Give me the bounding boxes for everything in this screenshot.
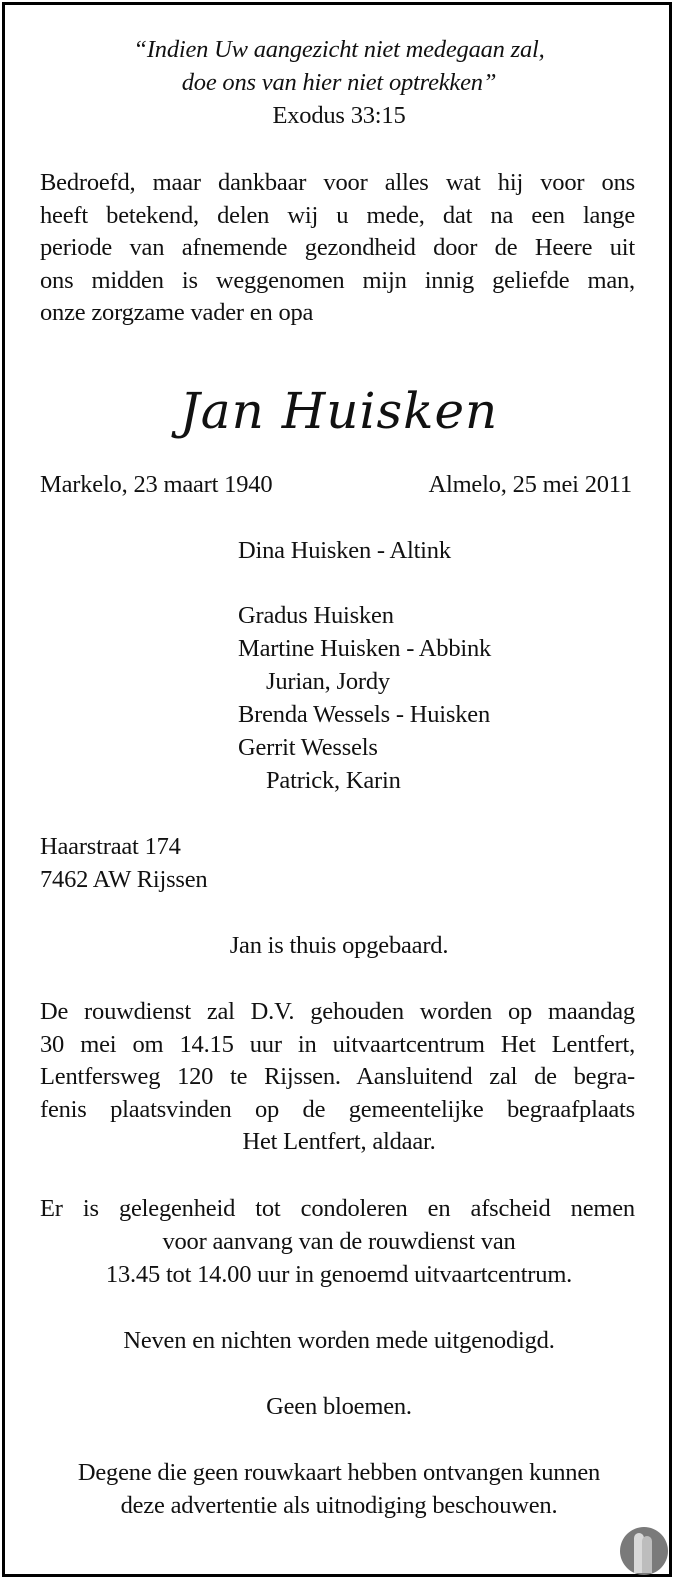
death-info: Almelo, 25 mei 2011 — [428, 471, 632, 498]
grandchildren: Jurian, Jordy — [266, 668, 390, 695]
quote-reference: Exodus 33:15 — [272, 102, 406, 129]
family-member: Gerrit Wessels — [238, 734, 378, 761]
family-member: Brenda Wessels - Huisken — [238, 701, 491, 728]
address-city: 7462 AW Rijssen — [40, 866, 208, 893]
family-member: Gradus Huisken — [238, 602, 394, 629]
intro-paragraph: Bedroefd, maar dankbaar voor alles wat hij voor ons heeft betekend, delen wij u mede, dat na een lange periode van afnemende gezondheid door de Heere uit ons midden is weggenomen mijn innig geliefde man, onze zorgzame vader en opa — [40, 169, 635, 326]
cousins-notice: Neven en nichten worden mede uitgenodigd. — [123, 1327, 555, 1354]
family-member: Martine Huisken - Abbink — [238, 635, 492, 662]
closing-line-1: Degene die geen rouwkaart hebben ontvangen kunnen — [77, 1459, 601, 1486]
address-street: Haarstraat 174 — [40, 833, 181, 860]
laid-out-notice: Jan is thuis opgebaard. — [229, 932, 449, 959]
memorial-logo-icon — [620, 1527, 668, 1575]
service-last-line: Het Lentfert, aldaar. — [242, 1128, 436, 1155]
deceased-name: Jan Huisken — [179, 382, 499, 440]
condolence-line-2: voor aanvang van de rouwdienst van — [162, 1228, 516, 1255]
service-paragraph: De rouwdienst zal D.V. gehouden worden op maandag 30 mei om 14.15 uur in uitvaartcentrum Het Lentfert, Lentfersweg 120 te Rijssen. Aansluitend zal de begra- fenis plaatsvinden op de gemeentelijke begraafplaats — [40, 998, 635, 1123]
family-member: Dina Huisken - Altink — [238, 537, 451, 564]
quote-line-2: doe ons van hier niet optrekken” — [181, 69, 497, 96]
condolence-paragraph: Er is gelegenheid tot condoleren en afscheid nemen — [40, 1195, 635, 1222]
flowers-notice: Geen bloemen. — [266, 1393, 412, 1420]
condolence-line-3: 13.45 tot 14.00 uur in genoemd uitvaartcentrum. — [105, 1261, 573, 1288]
quote-line-1: “Indien Uw aangezicht niet medegaan zal, — [133, 36, 545, 63]
birth-info: Markelo, 23 maart 1940 — [40, 471, 273, 498]
grandchildren: Patrick, Karin — [266, 767, 401, 794]
closing-line-2: deze advertentie als uitnodiging beschouwen. — [120, 1492, 558, 1519]
